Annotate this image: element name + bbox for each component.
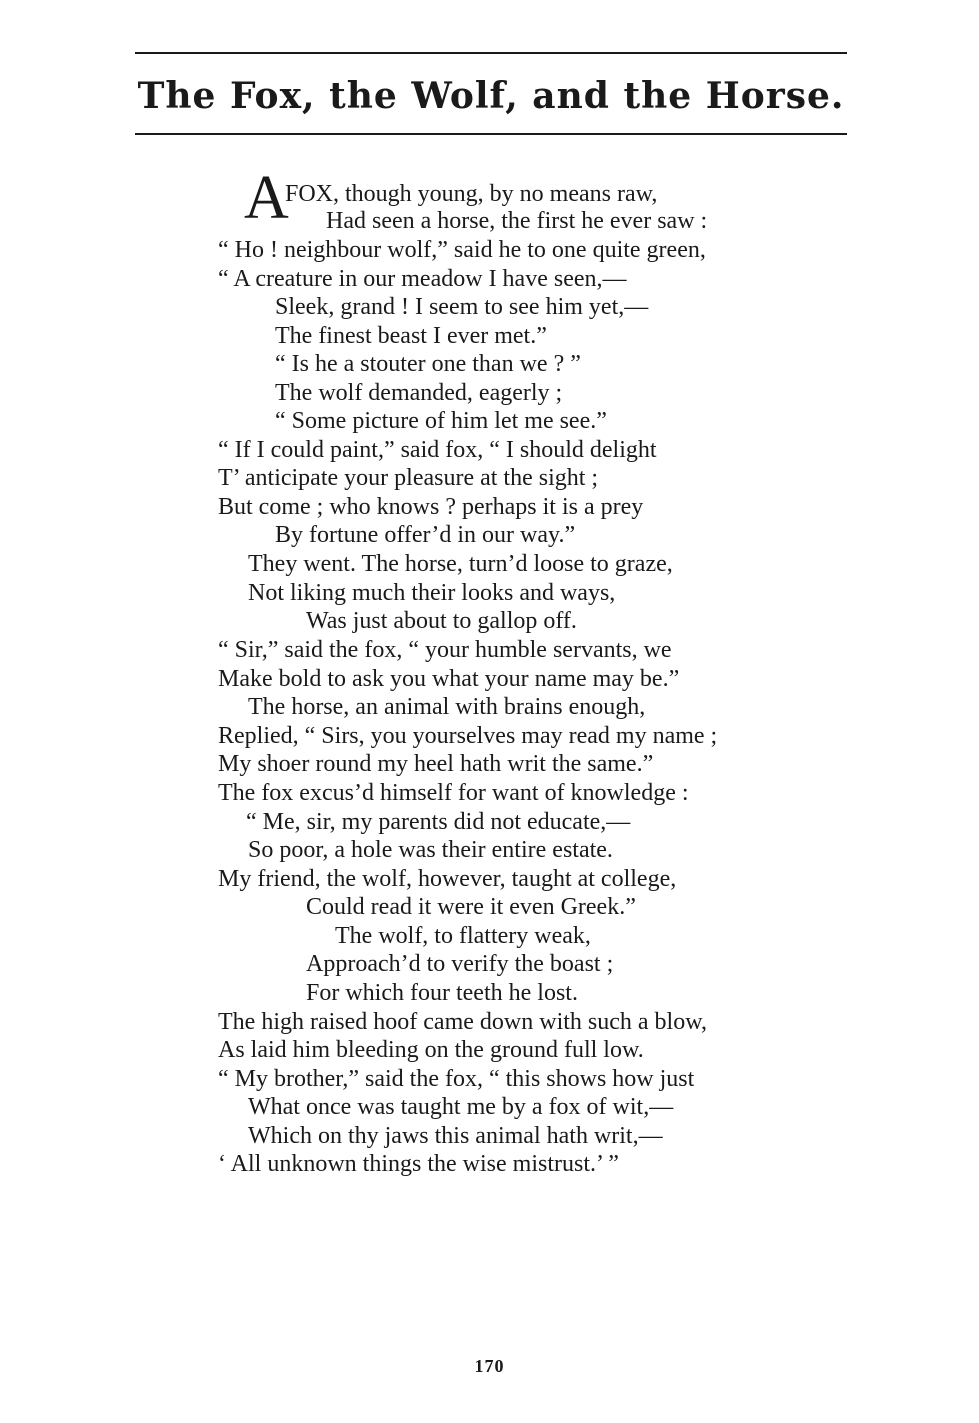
poem-line: The high raised hoof came down with such a blow, (218, 1009, 707, 1035)
page-number: 170 (474, 1356, 505, 1376)
poem-line: FOX, though young, by no means raw, (285, 181, 658, 207)
poem-line: For which four teeth he lost. (306, 980, 578, 1006)
poem-line: The fox excus’d himself for want of knowledge : (218, 780, 689, 806)
poem-line: What once was taught me by a fox of wit,— (248, 1094, 674, 1120)
poem-line: The wolf, to flattery weak, (335, 923, 591, 949)
poem-line: Approach’d to verify the boast ; (306, 951, 614, 977)
poem-line: Which on thy jaws this animal hath writ,— (248, 1123, 663, 1149)
poem-line: “ Is he a stouter one than we ? ” (275, 351, 581, 377)
poem-line: Was just about to gallop off. (306, 608, 577, 634)
poem-line: Sleek, grand ! I seem to see him yet,— (275, 294, 649, 320)
poem-line: As laid him bleeding on the ground full low. (218, 1037, 644, 1063)
poem-line: My friend, the wolf, however, taught at college, (218, 866, 677, 892)
poem-line: Had seen a horse, the first he ever saw : (326, 208, 708, 234)
poem-line: T’ anticipate your pleasure at the sight ; (218, 465, 599, 491)
poem-line: By fortune offer’d in our way.” (275, 522, 576, 548)
poem-line: So poor, a hole was their entire estate. (248, 837, 613, 863)
poem-line: “ My brother,” said the fox, “ this shows how just (218, 1066, 695, 1092)
poem-line: Replied, “ Sirs, you yourselves may read my name ; (218, 723, 718, 749)
poem-line: Make bold to ask you what your name may be.” (218, 666, 680, 692)
poem-line: The finest beast I ever met.” (275, 323, 547, 349)
poem-line: They went. The horse, turn’d loose to graze, (248, 551, 673, 577)
poem-line: “ If I could paint,” said fox, “ I should delight (218, 437, 657, 463)
poem-line: ‘ All unknown things the wise mistrust.’ ” (218, 1151, 619, 1177)
page-title: The Fox, the Wolf, and the Horse. (137, 75, 845, 117)
poem-line: Not liking much their looks and ways, (248, 580, 616, 606)
poem-line: Could read it were it even Greek.” (306, 894, 636, 920)
poem-line: But come ; who knows ? perhaps it is a prey (218, 494, 644, 520)
drop-cap: A (244, 164, 289, 232)
poem-line: The wolf demanded, eagerly ; (275, 380, 563, 406)
poem-line: “ Me, sir, my parents did not educate,— (246, 809, 631, 835)
top-rule (135, 52, 847, 54)
poem-line: “ Sir,” said the fox, “ your humble servants, we (218, 637, 672, 663)
poem-line: “ Some picture of him let me see.” (275, 408, 607, 434)
poem-line: My shoer round my heel hath writ the same.” (218, 751, 654, 777)
poem-line: The horse, an animal with brains enough, (248, 694, 646, 720)
bottom-rule (135, 133, 847, 135)
poem-line: “ A creature in our meadow I have seen,— (218, 266, 627, 292)
poem-line: “ Ho ! neighbour wolf,” said he to one quite green, (218, 237, 706, 263)
